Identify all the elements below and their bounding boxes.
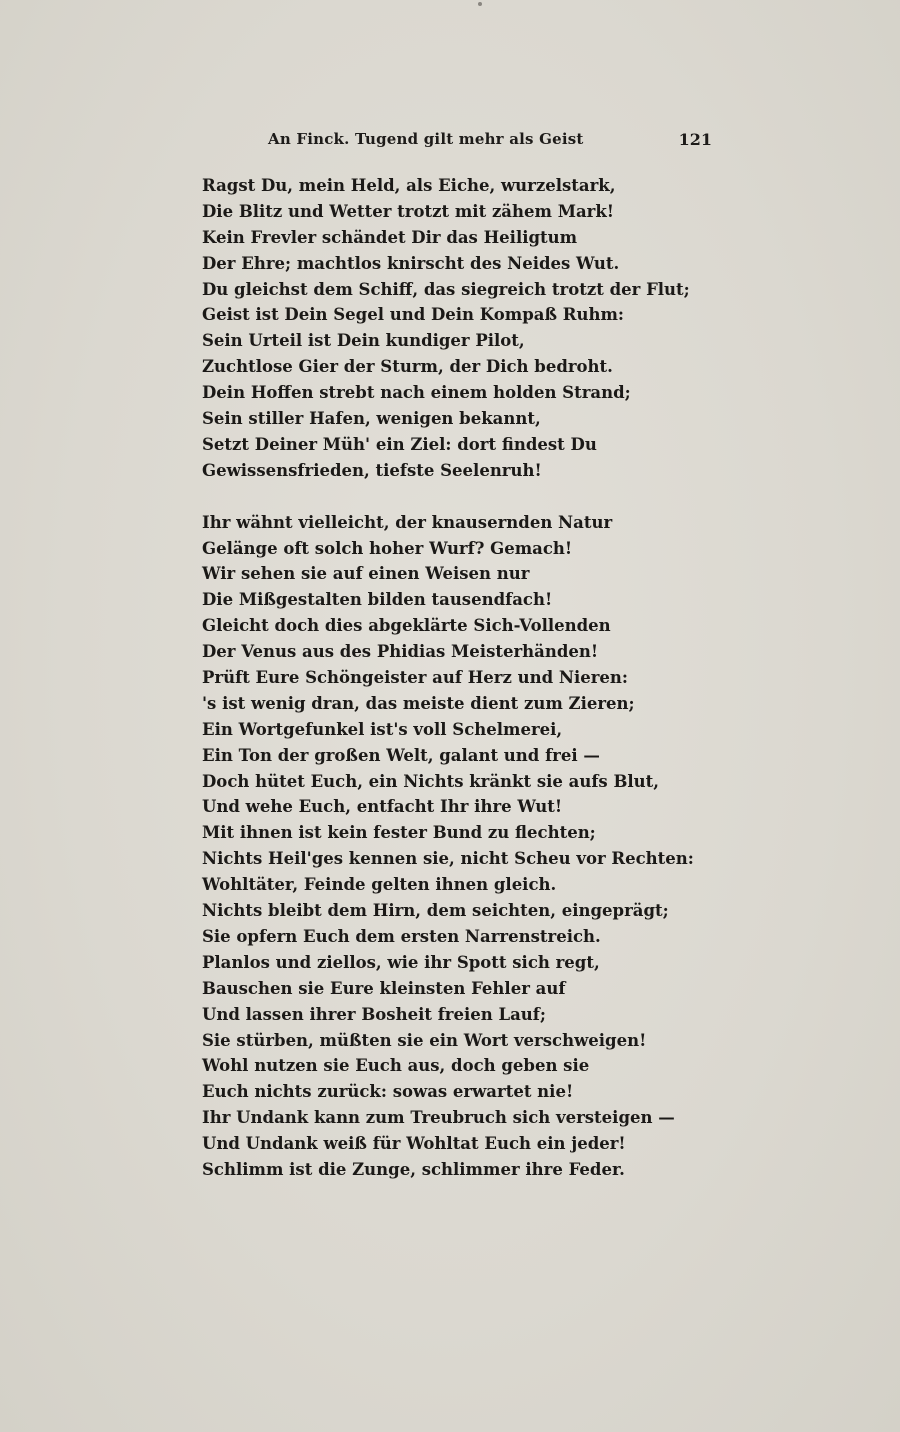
stanza: [202, 510, 694, 1183]
verse-line: Die Mißgestalten bilden tausendfach!: [202, 590, 553, 610]
verse-line: Doch hütet Euch, ein Nichts kränkt sie aufs Blut,: [202, 771, 660, 791]
page-number: 121: [678, 130, 712, 149]
verse-line: Der Venus aus des Phidias Meisterhänden!: [202, 642, 599, 662]
stanza: [202, 173, 690, 484]
verse-line: Sie opfern Euch dem ersten Narrenstreich.: [202, 926, 601, 946]
verse-line: Ragst Du, mein Held, als Eiche, wurzelstark,: [202, 176, 616, 195]
verse-line: Zuchtlose Gier der Sturm, der Dich bedroht.: [202, 357, 613, 377]
verse-line: Sein stiller Hafen, wenigen bekannt,: [202, 409, 541, 429]
verse-line: Der Ehre; machtlos knirscht des Neides Wut.: [202, 253, 620, 273]
verse-line: Euch nichts zurück: sowas erwartet nie!: [202, 1082, 574, 1102]
verse-line: Sein Urteil ist Dein kundiger Pilot,: [202, 331, 525, 351]
poem: [202, 173, 694, 1183]
verse-line: Bauschen sie Eure kleinsten Fehler auf: [202, 978, 566, 998]
verse-line: Sie stürben, müßten sie ein Wort verschweigen!: [202, 1030, 647, 1050]
verse-line: Ein Wortgefunkel ist's voll Schelmerei,: [202, 719, 563, 739]
verse-line: Und Undank weiß für Wohltat Euch ein jeder!: [202, 1134, 626, 1154]
verse-line: Nichts Heil'ges kennen sie, nicht Scheu vor Rechten:: [202, 849, 694, 869]
verse-line: Ein Ton der großen Welt, galant und frei —: [202, 745, 600, 765]
verse-line: Geist ist Dein Segel und Dein Kompaß Ruhm:: [202, 305, 625, 325]
verse-line: Gelänge oft solch hoher Wurf? Gemach!: [202, 538, 573, 558]
verse-line: Dein Hoffen strebt nach einem holden Strand;: [202, 383, 631, 403]
verse-line: Ihr wähnt vielleicht, der knausernden Natur: [202, 512, 613, 532]
verse-line: Wohltäter, Feinde gelten ihnen gleich.: [202, 875, 557, 895]
verse-line: Wir sehen sie auf einen Weisen nur: [202, 564, 530, 584]
ink-speck: [478, 2, 482, 6]
verse-line: Die Blitz und Wetter trotzt mit zähem Mark!: [202, 201, 615, 221]
verse-line: Und lassen ihrer Bosheit freien Lauf;: [202, 1004, 546, 1024]
verse-line: Mit ihnen ist kein fester Bund zu flechten;: [202, 823, 596, 843]
page-header: [200, 130, 712, 154]
verse-line: Setzt Deiner Müh' ein Ziel: dort findest Du: [202, 434, 597, 454]
verse-line: Kein Frevler schändet Dir das Heiligtum: [202, 227, 578, 247]
verse-line: Wohl nutzen sie Euch aus, doch geben sie: [202, 1056, 590, 1076]
verse-line: Gleicht doch dies abgeklärte Sich-Vollenden: [202, 616, 611, 636]
verse-line: Nichts bleibt dem Hirn, dem seichten, eingeprägt;: [202, 901, 669, 921]
verse-line: Du gleichst dem Schiff, das siegreich trotzt der Flut;: [202, 279, 690, 299]
verse-line: Und wehe Euch, entfacht Ihr ihre Wut!: [202, 797, 563, 817]
running-head: An Finck. Tugend gilt mehr als Geist: [268, 130, 584, 148]
verse-line: Planlos und ziellos, wie ihr Spott sich regt,: [202, 952, 600, 972]
verse-line: Gewissensfrieden, tiefste Seelenruh!: [202, 460, 542, 480]
verse-line: Ihr Undank kann zum Treubruch sich versteigen —: [202, 1108, 675, 1128]
verse-line: Prüft Eure Schöngeister auf Herz und Nieren:: [202, 668, 629, 688]
verse-line: 's ist wenig dran, das meiste dient zum Zieren;: [202, 693, 635, 713]
verse-line: Schlimm ist die Zunge, schlimmer ihre Feder.: [202, 1159, 625, 1179]
